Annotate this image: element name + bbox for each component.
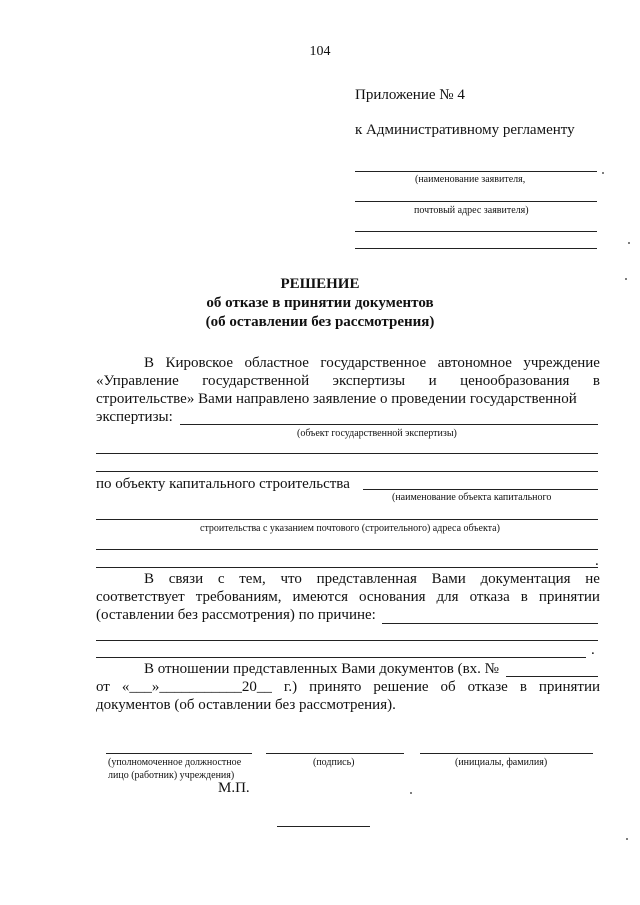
applicant-address-hint: почтовый адрес заявителя) [414,205,529,216]
page-number: 104 [309,44,331,59]
scan-speck [628,242,630,244]
applicant-extra-line-2 [355,248,597,249]
signature-line [266,753,404,754]
object-label: по объекту капитального строительства [96,476,350,492]
initials-hint: (инициалы, фамилия) [455,757,548,768]
heading-title: РЕШЕНИЕ [280,276,360,292]
para2-line3: (оставлении без рассмотрения) по причине: [96,607,376,623]
para2-line2: соответствует требованиям, имеются основания для отказа в принятии [96,589,600,605]
stamp-label: М.П. [218,780,250,796]
signature-hint: (подпись) [313,757,355,768]
object-address-hint: строительства с указанием почтового (строительного) адреса объекта) [200,523,500,534]
position-line [106,753,252,754]
applicant-address-line [355,201,597,202]
reason-line-3 [96,657,586,658]
scan-speck [410,792,412,794]
para3-line1: В отношении представленных Вами документов (вх. № [144,661,499,677]
para3-line2: от «___»___________20__ г.) принято решение об отказе в принятии [96,679,600,695]
object-extra-line-1 [96,549,598,550]
heading-subtitle-1: об отказе в принятии документов [206,295,434,311]
object-address-line [96,519,598,520]
bottom-separator [277,826,370,827]
scan-speck [602,172,604,174]
appendix-subtitle: к Административному регламенту [355,122,575,138]
object-expertise-line [180,424,598,425]
para1-line4: экспертизы: [96,409,173,425]
object-expertise-hint: (объект государственной экспертизы) [297,428,457,439]
object-extra-line-2 [96,567,598,568]
object-expertise-line-2 [96,453,598,454]
applicant-name-line [355,171,597,172]
position-hint-1: (уполномоченное должностное [108,757,242,768]
para1-line2: «Управление государственной экспертизы и ценообразования в [96,373,600,389]
para1-line3: строительстве» Вами направлено заявление о проведении государственной [96,391,577,407]
position-hint-2: лицо (работник) учреждения) [108,770,235,781]
para1-line1: В Кировское областное государственное автономное учреждение [144,355,600,371]
scan-speck [625,278,627,280]
appendix-title: Приложение № 4 [355,87,465,103]
applicant-extra-line-1 [355,231,597,232]
scan-speck [626,838,628,840]
object-name-hint: (наименование объекта капитального [392,492,552,503]
para3-line3: документов (об оставлении без рассмотрения). [96,697,396,713]
reason-end-mark: . [591,642,595,658]
reason-line-2 [96,640,598,641]
object-name-line [363,489,598,490]
applicant-name-hint: (наименование заявителя, [415,174,526,185]
initials-line [420,753,593,754]
para2-line1: В связи с тем, что представленная Вами документация не [144,571,600,587]
object-expertise-line-3 [96,471,598,472]
heading-subtitle-2: (об оставлении без рассмотрения) [205,314,435,330]
object-end-mark: . [595,553,599,569]
reason-line-1 [382,623,598,624]
incoming-number-line [506,676,598,677]
